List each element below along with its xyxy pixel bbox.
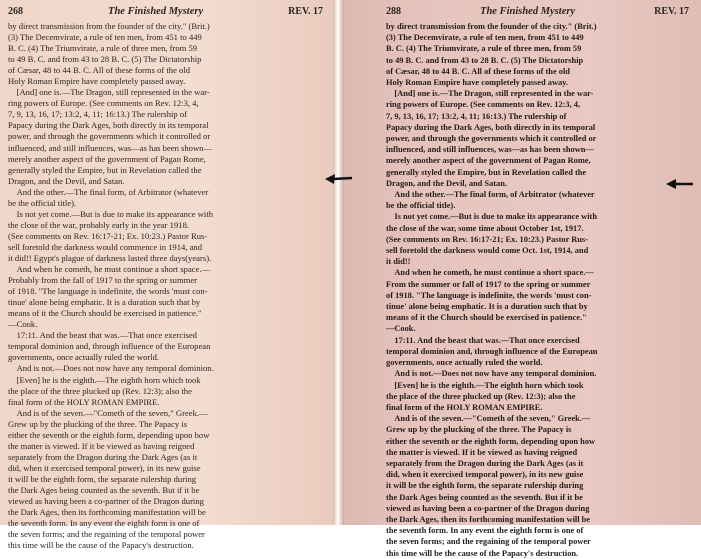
right-page-text-line: Dragon, and the Devil, and Satan.: [386, 178, 507, 188]
right-page-number: 288: [386, 6, 401, 17]
right-page-text-line: sell foretold the darkness would come Oct. 1st, 1914, and: [386, 246, 589, 256]
left-page-text-line: merely another aspect of the government of Pagan Rome,: [8, 153, 206, 164]
left-page-text-line: [And] one is.—The Dragon, still represented in the war-: [8, 87, 210, 98]
left-page-text-line: governments, once actually ruled the world.: [8, 352, 160, 363]
right-page-text-line: the close of the war, some time about October 1st, 1917.: [386, 223, 584, 233]
left-page-text-line: (See comments on Rev. 16:17-21; Ex. 10:23.) Pastor Rus-: [8, 230, 208, 241]
right-page-text-line: From the summer or fall of 1917 to the spring or summer: [386, 279, 591, 289]
left-page-text-line: final form of the HOLY ROMAN EMPIRE.: [8, 396, 160, 407]
right-page-header: [386, 6, 689, 17]
right-page-text-line: this time will be the cause of the Papacy's destruction.: [386, 548, 579, 558]
right-page-text-line: the Dark Ages, then its forthcoming manifestation will be: [386, 514, 591, 524]
right-page-text-line: Papacy during the Dark Ages, both directly in its temporal: [386, 122, 596, 132]
right-page-text-line: Holy Roman Empire have completely passed away.: [386, 78, 568, 88]
left-page-text-line: the matter is viewed. If it be viewed as having reigned: [8, 440, 195, 451]
left-page-text-line: Papacy during the Dark Ages, both directly in its temporal: [8, 120, 209, 131]
left-arrow-icon: [325, 173, 353, 185]
left-page-text-line: B. C. (4) The Triumvirate, a rule of three men, from 59: [8, 43, 198, 54]
right-chapter-reference: REV. 17: [654, 6, 689, 17]
right-page-text-line: And the other.—The final form, of Arbitrator (whatever: [386, 190, 595, 200]
right-page-text-line: the place of the three plucked up (Rev. 12:3); also the: [386, 391, 576, 401]
right-page-text-line: final form of the HOLY ROMAN EMPIRE.: [386, 402, 543, 412]
left-page-text-line: —Cook.: [8, 319, 38, 330]
right-page-text-line: And is not.—Does not now have any temporal dominion.: [386, 369, 597, 379]
right-page-text-line: it will be the eighth form, the separate rulership during: [386, 481, 584, 491]
left-page-text-line: it will be the eighth form, the separate rulership during: [8, 473, 197, 484]
right-page-text-line: [Even] he is the eighth.—The eighth horn which took: [386, 380, 584, 390]
left-page-text-line: And when he cometh, he must continue a short space.—: [8, 264, 211, 275]
right-page: [344, 0, 701, 558]
right-page-text-line: the seventh form. In any event the eighth form is one of: [386, 526, 584, 536]
left-running-title: The Finished Mystery: [108, 6, 204, 17]
right-page-text-line: by direct transmission from the founder of the city." (Brit.): [386, 22, 597, 31]
left-page-text-line: And is not.—Does not now have any temporal dominion.: [8, 363, 214, 374]
left-page-text-line: (3) The Decemvirate, a rule of ten men, from 451 to 449: [8, 32, 202, 43]
right-page-text-line: tinue' alone being emphatic. It is a duration such that by: [386, 302, 588, 312]
right-page-text-line: of 1918. "The language is indefinite, the words 'must con-: [386, 290, 592, 300]
right-page-text-line: of Cæsar, 48 to 44 B. C. All of these forms of the old: [386, 66, 570, 76]
left-page-text-line: of Cæsar, 48 to 44 B. C. All of these forms of the old: [8, 65, 191, 76]
left-page-text-line: sell foretold the darkness would commence in 1914, and: [8, 241, 203, 252]
left-page-text-line: of 1918. "The language is indefinite, the words 'must con-: [8, 286, 208, 297]
right-page-text-line: did, when it exercised temporal power), in its new guise: [386, 470, 584, 480]
left-page-text-line: Grew up by the plucking of the three. The Papacy is: [8, 418, 188, 429]
left-page-text-line: Holy Roman Empire have completely passed away.: [8, 76, 186, 87]
right-page-text-line: Grew up by the plucking of the three. The Papacy is: [386, 425, 572, 435]
right-page-body: [386, 21, 689, 559]
left-page-text-line: generally styled the Empire, but in Revelation called the: [8, 164, 202, 175]
right-page-text-line: the seven forms; and the regaining of the temporal power: [386, 537, 591, 547]
right-page-text-line: it did!!: [386, 257, 411, 267]
right-page-text-line: (See comments on Rev. 16:17-21; Ex. 10:23.) Pastor Rus-: [386, 234, 588, 244]
left-page: [0, 0, 333, 551]
left-page-text-line: it did!! Egypt's plague of darkness lasted three days(years).: [8, 252, 212, 263]
left-page-text-line: And is of the seven.—"Cometh of the seven," Greek.—: [8, 407, 208, 418]
left-page-text-line: Is not yet come.—But is due to make its appearance with: [8, 208, 214, 219]
left-page-text-line: by direct transmission from the founder of the city." (Brit.): [8, 21, 210, 31]
left-page-text-line: 17:11. And the beast that was.—That once exercised: [8, 330, 197, 341]
left-page-text-line: the place of the three plucked up (Rev. 12:3); also the: [8, 385, 192, 396]
right-page-text-line: power, and through the governments which it controlled or: [386, 134, 597, 144]
left-arrow-icon: [666, 178, 694, 190]
right-page-text-line: [And] one is.—The Dragon, still represented in the war-: [386, 89, 594, 99]
right-page-text-line: the Dark Ages being counted as the seventh. But if it be: [386, 492, 583, 502]
left-page-text-line: to 49 B. C. and from 43 to 28 B. C. (5) The Dictatorship: [8, 54, 202, 65]
right-page-text-line: separately from the Dragon during the Dark Ages (as it: [386, 458, 584, 468]
left-chapter-reference: REV. 17: [288, 6, 323, 17]
left-page-text-line: the Dark Ages, then its forthcoming manifestation will be: [8, 507, 206, 518]
left-page-text-line: power, and through the governments which it controlled or: [8, 131, 211, 142]
left-page-text-line: temporal dominion and, through influence of the European: [8, 341, 211, 352]
left-page-text-line: this time will be the cause of the Papacy's destruction.: [8, 540, 194, 551]
right-page-text-line: merely another aspect of the government of Pagan Rome,: [386, 156, 591, 166]
right-page-text-line: temporal dominion and, through influence of the European: [386, 346, 598, 356]
left-page-text-line: Dragon, and the Devil, and Satan.: [8, 175, 125, 186]
right-page-text-line: 7, 9, 13, 16, 17; 13:2, 4, 11; 16:13.) The rulership of: [386, 111, 567, 121]
right-page-text-line: And is of the seven.—"Cometh of the seven," Greek.—: [386, 414, 591, 424]
right-page-text-line: either the seventh or the eighth form, depending upon how: [386, 436, 596, 446]
right-page-text-line: viewed as having been a co-partner of the Dragon during: [386, 503, 590, 513]
left-page-text-line: ring powers of Europe. (See comments on Rev. 12:3, 4,: [8, 98, 199, 109]
left-page-number: 268: [8, 6, 23, 17]
left-page-text-line: 7, 9, 13, 16, 17; 13:2, 4, 11; 16:13.) The rulership of: [8, 109, 188, 120]
left-page-text-line: influenced, and still influences, was—as has been shown—: [8, 142, 213, 153]
left-page-text-line: the seventh form. In any event the eighth form is one of: [8, 518, 200, 529]
right-page-text-line: —Cook.: [386, 324, 416, 334]
right-page-text-line: influenced, and still influences, was—as has been shown—: [386, 145, 594, 155]
right-page-text-line: governments, once actually ruled the world.: [386, 358, 543, 368]
left-page-text-line: separately from the Dragon during the Dark Ages (as it: [8, 451, 198, 462]
left-page-text-line: viewed as having been a co-partner of the Dragon during: [8, 496, 204, 507]
left-page-text-line: the close of the war, probably early in the year 1918.: [8, 219, 190, 230]
right-page-text-line: ring powers of Europe. (See comments on Rev. 12:3, 4,: [386, 100, 581, 110]
left-page-text-line: be the official title).: [8, 197, 77, 208]
left-page-header: [8, 6, 323, 17]
left-page-text-line: either the seventh or the eighth form, depending upon how: [8, 429, 210, 440]
left-page-body: [8, 21, 323, 551]
right-page-text-line: be the official title).: [386, 201, 456, 211]
book-gutter: [333, 0, 344, 525]
right-page-text-line: Is not yet come.—But is due to make its appearance with: [386, 212, 597, 222]
right-page-text-line: (3) The Decemvirate, a rule of ten men, from 451 to 449: [386, 33, 584, 43]
right-page-text-line: the matter is viewed. If it be viewed as having reigned: [386, 447, 578, 457]
right-page-text-line: to 49 B. C. and from 43 to 28 B. C. (5) The Dictatorship: [386, 55, 584, 65]
left-page-text-line: means of it the Church should be exercised in patience.": [8, 308, 202, 319]
right-page-text-line: B. C. (4) The Triumvirate, a rule of three men, from 59: [386, 44, 582, 54]
left-page-text-line: Probably from the fall of 1917 to the spring or summer: [8, 275, 198, 286]
left-page-text-line: the seven forms; and the regaining of the temporal power: [8, 529, 205, 540]
right-page-text-line: means of it the Church should be exercised in patience.": [386, 313, 587, 323]
left-page-text-line: did, when it exercised temporal power), in its new guise: [8, 462, 201, 473]
right-running-title: The Finished Mystery: [480, 6, 576, 17]
right-page-text-line: And when he cometh, he must continue a short space.—: [386, 268, 594, 278]
left-page-text-line: And the other.—The final form, of Arbitrator (whatever: [8, 186, 209, 197]
left-page-text-line: the Dark Ages being counted as the seventh. But if it be: [8, 484, 200, 495]
left-page-text-line: [Even] he is the eighth.—The eighth horn which took: [8, 374, 201, 385]
right-page-text-line: 17:11. And the beast that was.—That once exercised: [386, 335, 580, 345]
left-page-text-line: tinue' alone being emphatic. It is a duration such that by: [8, 297, 201, 308]
right-page-text-line: generally styled the Empire, but in Revelation called the: [386, 167, 587, 177]
